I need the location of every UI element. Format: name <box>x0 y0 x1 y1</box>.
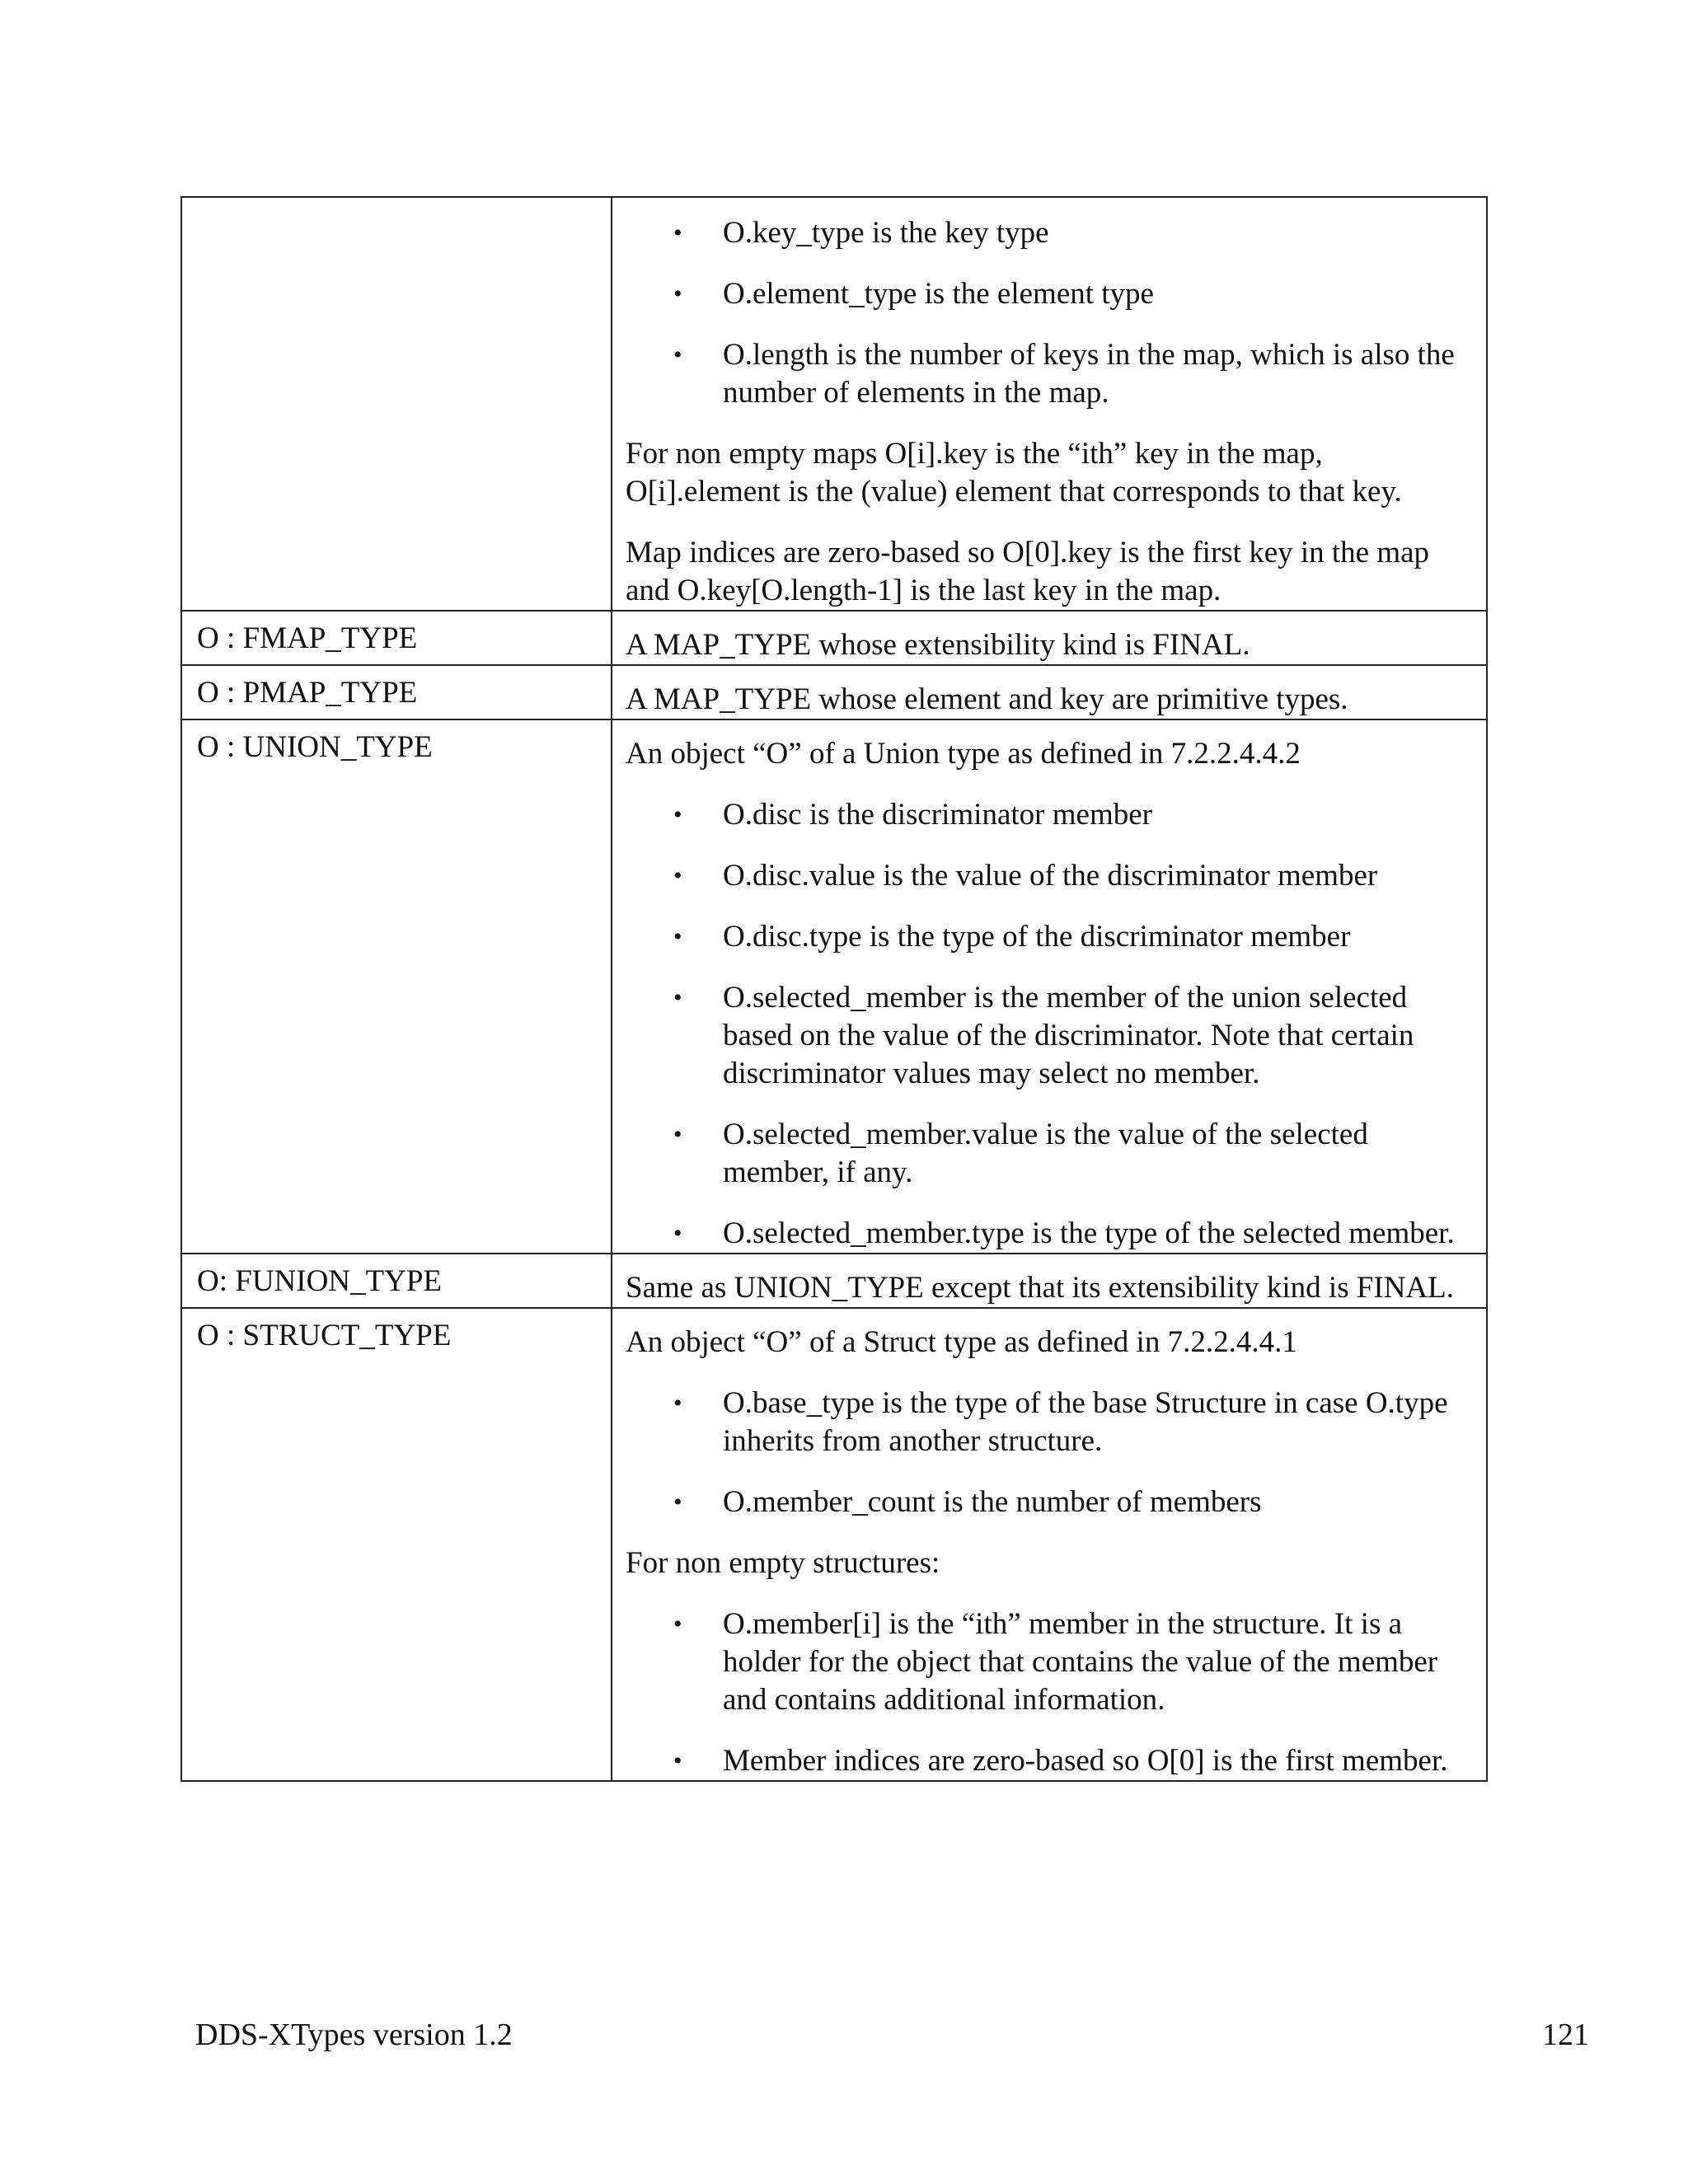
paragraph: An object “O” of a Union type as defined in 7.2.2.4.4.2 <box>626 737 1301 771</box>
description-cell <box>612 1254 1487 1308</box>
list-item-text: O.selected_member.value is the value of the selected member, if any. <box>723 1118 1368 1189</box>
list-item-text: Member indices are zero-based so O[0] is the first member. <box>723 1744 1448 1778</box>
list-item <box>626 275 1473 313</box>
list-item <box>626 1385 1473 1460</box>
table-row <box>181 665 1487 719</box>
type-cell: O : FMAP_TYPE <box>181 611 612 665</box>
description-cell <box>612 197 1487 611</box>
list-item <box>626 979 1473 1093</box>
bullet-icon: • <box>673 280 682 307</box>
list-item-text: O.base_type is the type of the base Structure in case O.type inherits from another structure. <box>723 1386 1448 1458</box>
bullet-icon: • <box>673 341 682 368</box>
bullet-icon: • <box>673 1220 682 1247</box>
table-row <box>181 719 1487 1254</box>
bullet-icon: • <box>673 1747 682 1774</box>
bullet-list <box>626 214 1473 412</box>
type-cell: O: FUNION_TYPE <box>181 1254 612 1308</box>
bullet-icon: • <box>673 862 682 889</box>
list-item-text: O.disc.value is the value of the discriminator member <box>723 859 1378 893</box>
paragraph: A MAP_TYPE whose element and key are primitive types. <box>626 682 1348 716</box>
list-item <box>626 214 1473 252</box>
paragraph: For non empty maps O[i].key is the “ith” key in the map, O[i].element is the (value) element that corresponds to that key. <box>626 437 1402 509</box>
description-cell <box>612 665 1487 719</box>
list-item-text: O.element_type is the element type <box>723 277 1154 311</box>
bullet-icon: • <box>673 1488 682 1516</box>
list-item <box>626 1116 1473 1192</box>
table-row <box>181 1254 1487 1308</box>
type-cell: O : UNION_TYPE <box>181 719 612 1254</box>
list-item-text: O.disc.type is the type of the discriminator member <box>723 920 1351 954</box>
description-cell <box>612 1308 1487 1781</box>
list-item <box>626 857 1473 895</box>
description-cell <box>612 719 1487 1254</box>
bullet-icon: • <box>673 1121 682 1148</box>
list-item <box>626 1742 1473 1780</box>
list-item <box>626 336 1473 412</box>
list-item <box>626 918 1473 956</box>
table-row <box>181 1308 1487 1781</box>
list-item-text: O.disc is the discriminator member <box>723 798 1152 832</box>
bullet-list <box>626 1605 1473 1780</box>
paragraph: Map indices are zero-based so O[0].key is the first key in the map and O.key[O.length-1] is the last key in the map. <box>626 536 1430 607</box>
list-item-text: O.selected_member is the member of the union selected based on the value of the discriminator. Note that certain discriminator values may select no member. <box>723 981 1414 1090</box>
table-row <box>181 611 1487 665</box>
list-item-text: O.selected_member.type is the type of the selected member. <box>723 1216 1455 1250</box>
table-row <box>181 197 1487 611</box>
bullet-list <box>626 796 1473 1253</box>
spec-table <box>181 196 1488 1782</box>
bullet-icon: • <box>673 219 682 246</box>
list-item-text: O.member[i] is the “ith” member in the structure. It is a holder for the object that contains the value of the member and contains additional information. <box>723 1607 1438 1717</box>
bullet-icon: • <box>673 801 682 828</box>
bullet-icon: • <box>673 923 682 950</box>
paragraph: An object “O” of a Struct type as defined in 7.2.2.4.4.1 <box>626 1325 1297 1359</box>
description-cell <box>612 611 1487 665</box>
footer-page-number: 121 <box>1542 2018 1589 2052</box>
list-item-text: O.member_count is the number of members <box>723 1485 1262 1519</box>
type-cell: O : STRUCT_TYPE <box>181 1308 612 1781</box>
paragraph: For non empty structures: <box>626 1546 940 1580</box>
list-item-text: O.length is the number of keys in the map, which is also the number of elements in the map. <box>723 338 1455 410</box>
list-item-text: O.key_type is the key type <box>723 216 1049 250</box>
list-item <box>626 796 1473 834</box>
bullet-icon: • <box>673 1610 682 1638</box>
type-cell: O : PMAP_TYPE <box>181 665 612 719</box>
paragraph: A MAP_TYPE whose extensibility kind is FINAL. <box>626 628 1250 662</box>
bullet-list <box>626 1385 1473 1521</box>
bullet-icon: • <box>673 1390 682 1417</box>
footer-document-title: DDS-XTypes version 1.2 <box>195 2018 513 2052</box>
list-item <box>626 1483 1473 1521</box>
bullet-icon: • <box>673 984 682 1011</box>
list-item <box>626 1215 1473 1253</box>
type-cell <box>181 197 612 611</box>
paragraph: Same as UNION_TYPE except that its extensibility kind is FINAL. <box>626 1271 1455 1305</box>
list-item <box>626 1605 1473 1719</box>
